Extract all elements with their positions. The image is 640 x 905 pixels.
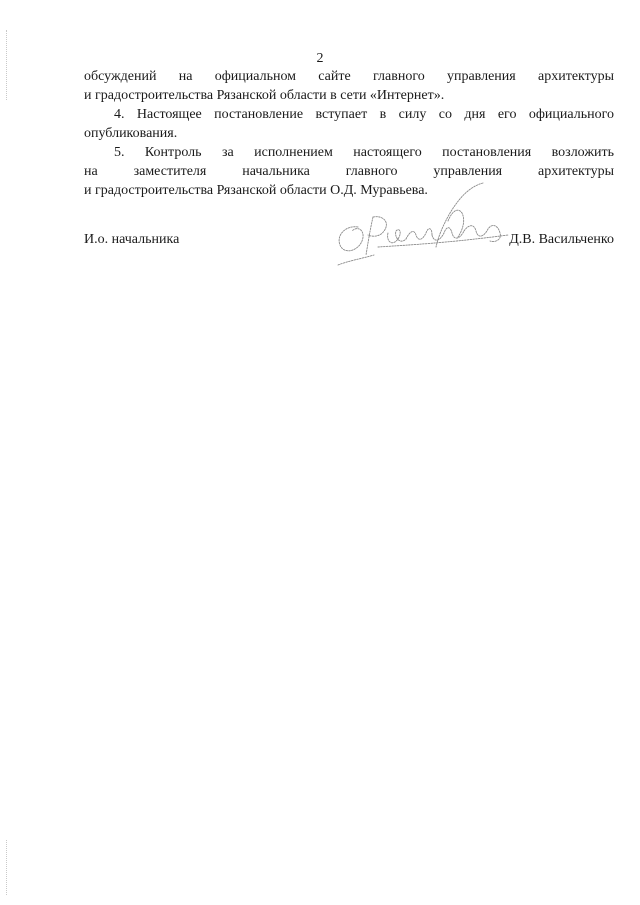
paragraph-4 (84, 105, 614, 143)
paragraph-3-continuation (84, 67, 614, 105)
paragraph-line: 5. Контроль за исполнением настоящего постановления возложить (114, 145, 614, 160)
handwritten-signature-image (318, 175, 518, 275)
paragraph-line: и градостроительства Рязанской области в сети «Интернет». (84, 88, 445, 103)
paragraph-line: опубликования. (84, 126, 178, 141)
signatory-name: Д.В. Васильченко (509, 232, 614, 247)
signature-block (84, 230, 614, 250)
paragraph-line: обсуждений на официальном сайте главного управления архитектуры (84, 69, 614, 84)
page-number: 2 (316, 51, 324, 66)
scan-edge-mark-bottom (6, 840, 7, 895)
paragraph-line: и градостроительства Рязанской области О.Д. Муравьева. (84, 183, 428, 198)
paragraph-line: 4. Настоящее постановление вступает в силу со дня его официального (114, 107, 614, 122)
signatory-position: И.о. начальника (84, 232, 180, 247)
paragraph-line: на заместителя начальника главного управления архитектуры (84, 164, 614, 179)
